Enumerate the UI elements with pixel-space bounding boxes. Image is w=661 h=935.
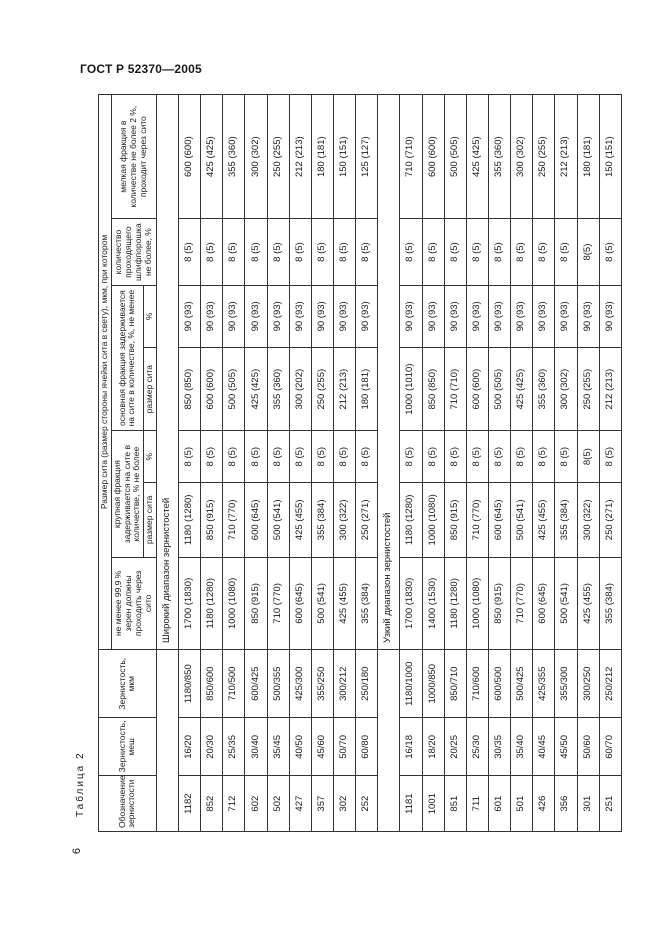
table-cell: 850 (915)	[245, 557, 267, 649]
table-cell: 500 (505)	[223, 347, 245, 431]
table-cell: 300/250	[577, 649, 599, 718]
table-cell: 250/180	[356, 649, 378, 718]
table-cell: 500/355	[267, 649, 289, 718]
table-row	[289, 95, 311, 832]
table-row	[577, 95, 599, 832]
table-cell: 90 (93)	[289, 285, 311, 347]
table-cell: 20/25	[444, 718, 466, 776]
table-cell: 90 (93)	[356, 285, 378, 347]
table-cell: 35/45	[267, 718, 289, 776]
table-cell: 425/300	[289, 649, 311, 718]
table-cell: 90 (93)	[333, 285, 355, 347]
col-header-main: основная фракция задерживается на сите в количестве, %, не менее	[111, 285, 143, 431]
table-cell: 8 (5)	[555, 431, 577, 482]
table-cell: 250 (255)	[267, 95, 289, 219]
table-cell: 250 (255)	[533, 95, 555, 219]
table-cell: 1000 (1080)	[466, 557, 488, 649]
table-cell: 1700 (1830)	[178, 557, 200, 649]
table-caption: Таблица 2	[75, 751, 86, 817]
table-cell: 8 (5)	[267, 219, 289, 285]
table-cell: 8 (5)	[201, 431, 223, 482]
table-cell: 710/500	[223, 649, 245, 718]
table-row	[311, 95, 333, 832]
table-cell: 425 (425)	[245, 347, 267, 431]
rotated-table-wrapper	[98, 94, 622, 832]
table-cell: 8 (5)	[488, 219, 510, 285]
table-cell: 712	[223, 776, 245, 832]
table-cell: 300 (322)	[333, 482, 355, 557]
table-cell: 8 (5)	[599, 431, 621, 482]
grit-sieve-table	[98, 94, 622, 832]
table-cell: 355 (360)	[533, 347, 555, 431]
table-cell: 500 (505)	[444, 95, 466, 219]
table-cell: 850 (915)	[201, 482, 223, 557]
section-title: Узкий диапазон зернистостей	[378, 95, 400, 650]
table-cell: 602	[245, 776, 267, 832]
table-cell: 90 (93)	[267, 285, 289, 347]
table-cell: 1180/1000	[400, 649, 422, 718]
table-cell: 1001	[422, 776, 444, 832]
table-row	[555, 95, 577, 832]
table-cell: 150 (151)	[599, 95, 621, 219]
table-cell: 8 (5)	[267, 431, 289, 482]
table-cell: 600 (600)	[422, 95, 444, 219]
table-cell: 30/35	[488, 718, 510, 776]
table-cell: 500/425	[511, 649, 533, 718]
table-cell: 357	[311, 776, 333, 832]
table-cell: 8 (5)	[599, 219, 621, 285]
table-cell: 1180 (1280)	[201, 557, 223, 649]
table-cell: 710 (710)	[400, 95, 422, 219]
table-cell: 1180 (1280)	[400, 482, 422, 557]
table-row	[356, 95, 378, 832]
page-number: 6	[71, 847, 84, 855]
col-header-sieve-group: Размер сита (размер стороны ячейки сита в свету), мкм, при котором	[99, 95, 112, 650]
table-cell: 355 (360)	[267, 347, 289, 431]
table-cell: 500 (541)	[555, 557, 577, 649]
table-cell: 18/20	[422, 718, 444, 776]
table-cell: 60/70	[599, 718, 621, 776]
table-cell: 252	[356, 776, 378, 832]
table-row	[444, 95, 466, 832]
table-cell: 90 (93)	[245, 285, 267, 347]
col-header-main-size: размер сита	[144, 347, 157, 431]
table-cell: 301	[577, 776, 599, 832]
section-row	[378, 95, 400, 832]
table-cell: 8 (5)	[488, 431, 510, 482]
col-header-pass-count: количество проходящего шлифпорошка не более, %	[111, 219, 156, 285]
table-row	[533, 95, 555, 832]
table-row	[511, 95, 533, 832]
table-cell: 302	[333, 776, 355, 832]
col-header-micron: Зернистость, мкм	[99, 649, 157, 718]
table-cell: 25/30	[466, 718, 488, 776]
table-cell: 8 (5)	[223, 219, 245, 285]
col-header-mesh: Зернистость, меш	[99, 718, 157, 776]
table-cell: 1181	[400, 776, 422, 832]
table-cell: 850 (915)	[488, 557, 510, 649]
table-cell: 90 (93)	[400, 285, 422, 347]
table-cell: 850 (850)	[422, 347, 444, 431]
table-row	[466, 95, 488, 832]
table-cell: 1000 (1080)	[223, 557, 245, 649]
table-cell: 90 (93)	[466, 285, 488, 347]
table-row	[422, 95, 444, 832]
table-cell: 90 (93)	[223, 285, 245, 347]
table-cell: 600/425	[245, 649, 267, 718]
table-cell: 8 (5)	[178, 219, 200, 285]
table-cell: 8 (5)	[444, 219, 466, 285]
section-title: Широкий диапазон зернистостей	[156, 95, 178, 650]
table-cell: 30/40	[245, 718, 267, 776]
table-cell: 710 (770)	[511, 557, 533, 649]
table-cell: 8 (5)	[356, 219, 378, 285]
table-cell: 355 (384)	[356, 557, 378, 649]
table-cell: 300 (302)	[511, 95, 533, 219]
table-cell: 90 (93)	[444, 285, 466, 347]
table-cell: 500 (541)	[267, 482, 289, 557]
table-cell: 850/710	[444, 649, 466, 718]
table-cell: 600 (600)	[466, 347, 488, 431]
table-cell: 90 (93)	[488, 285, 510, 347]
table-cell: 90 (93)	[311, 285, 333, 347]
section-row	[156, 95, 178, 832]
table-cell: 600 (645)	[488, 482, 510, 557]
table-cell: 90 (93)	[511, 285, 533, 347]
table-cell: 600/500	[488, 649, 510, 718]
table-cell: 8 (5)	[533, 431, 555, 482]
table-cell: 500 (505)	[488, 347, 510, 431]
table-cell: 250 (255)	[311, 347, 333, 431]
col-header-coarse: крупная фракция задерживается на сите в количестве, % не более	[111, 431, 143, 557]
table-cell: 212 (213)	[599, 347, 621, 431]
table-cell: 8 (5)	[289, 431, 311, 482]
table-cell: 502	[267, 776, 289, 832]
table-cell: 250 (255)	[577, 347, 599, 431]
table-cell: 710 (770)	[223, 482, 245, 557]
table-cell: 8(5)	[577, 431, 599, 482]
table-cell: 1000/850	[422, 649, 444, 718]
table-cell: 850 (850)	[178, 347, 200, 431]
table-cell: 25/35	[223, 718, 245, 776]
table-cell: 212 (213)	[333, 347, 355, 431]
table-cell: 1000 (1080)	[422, 482, 444, 557]
table-cell: 8 (5)	[422, 219, 444, 285]
table-cell: 8 (5)	[511, 431, 533, 482]
table-cell: 8 (5)	[245, 219, 267, 285]
section-spacer	[156, 649, 178, 831]
table-cell: 35/40	[511, 718, 533, 776]
table-cell: 425 (455)	[289, 482, 311, 557]
table-cell: 90 (93)	[533, 285, 555, 347]
table-cell: 8 (5)	[400, 431, 422, 482]
table-cell: 300 (302)	[555, 347, 577, 431]
table-cell: 20/30	[201, 718, 223, 776]
table-cell: 710 (770)	[466, 482, 488, 557]
table-cell: 8 (5)	[511, 219, 533, 285]
table-cell: 8 (5)	[533, 219, 555, 285]
table-cell: 40/50	[289, 718, 311, 776]
table-cell: 8 (5)	[311, 219, 333, 285]
table-row	[400, 95, 422, 832]
table-row	[178, 95, 200, 832]
table-row	[201, 95, 223, 832]
table-cell: 425/355	[533, 649, 555, 718]
col-header-main-percent: %	[144, 285, 157, 347]
table-cell: 425 (455)	[333, 557, 355, 649]
table-cell: 425 (425)	[511, 347, 533, 431]
table-cell: 425 (425)	[466, 95, 488, 219]
table-row	[488, 95, 510, 832]
table-cell: 90 (93)	[555, 285, 577, 347]
table-cell: 125 (127)	[356, 95, 378, 219]
table-row	[333, 95, 355, 832]
table-cell: 425 (455)	[577, 557, 599, 649]
table-cell: 8 (5)	[333, 219, 355, 285]
table-cell: 1700 (1830)	[400, 557, 422, 649]
table-cell: 355/300	[555, 649, 577, 718]
table-cell: 426	[533, 776, 555, 832]
table-cell: 250 (271)	[356, 482, 378, 557]
col-header-fine: мелкая фракция в количестве не более 2 %, проходит через сито	[111, 95, 156, 219]
table-cell: 1000 (1010)	[400, 347, 422, 431]
table-cell: 180 (181)	[311, 95, 333, 219]
table-row	[599, 95, 621, 832]
table-cell: 8 (5)	[245, 431, 267, 482]
table-body	[156, 95, 621, 832]
table-cell: 16/20	[178, 718, 200, 776]
table-cell: 8 (5)	[333, 431, 355, 482]
table-cell: 355 (384)	[311, 482, 333, 557]
table-cell: 251	[599, 776, 621, 832]
table-cell: 425 (455)	[533, 482, 555, 557]
table-cell: 8 (5)	[178, 431, 200, 482]
table-cell: 8 (5)	[223, 431, 245, 482]
table-cell: 8 (5)	[422, 431, 444, 482]
col-header-pass99: не менее 99,9 % зерен должны проходить через сито	[111, 557, 156, 649]
table-cell: 212 (213)	[289, 95, 311, 219]
table-cell: 8 (5)	[289, 219, 311, 285]
table-cell: 8 (5)	[356, 431, 378, 482]
table-cell: 50/60	[577, 718, 599, 776]
table-cell: 300 (202)	[289, 347, 311, 431]
col-header-coarse-percent: %	[144, 431, 157, 482]
table-cell: 60/80	[356, 718, 378, 776]
table-cell: 250 (271)	[599, 482, 621, 557]
col-header-coarse-size: размер сита	[144, 482, 157, 557]
table-cell: 355 (384)	[599, 557, 621, 649]
table-cell: 850 (915)	[444, 482, 466, 557]
table-cell: 355 (384)	[555, 482, 577, 557]
table-cell: 8 (5)	[466, 219, 488, 285]
table-cell: 425 (425)	[201, 95, 223, 219]
table-cell: 850/600	[201, 649, 223, 718]
table-cell: 601	[488, 776, 510, 832]
table-cell: 90 (93)	[577, 285, 599, 347]
table-row	[223, 95, 245, 832]
table-cell: 356	[555, 776, 577, 832]
table-cell: 45/60	[311, 718, 333, 776]
table-cell: 355 (360)	[488, 95, 510, 219]
table-cell: 1180/850	[178, 649, 200, 718]
table-cell: 501	[511, 776, 533, 832]
table-cell: 711	[466, 776, 488, 832]
table-cell: 250/212	[599, 649, 621, 718]
table-cell: 212 (213)	[555, 95, 577, 219]
table-cell: 710 (710)	[444, 347, 466, 431]
table-cell: 710/600	[466, 649, 488, 718]
col-header-designation: Обозначение зернистости	[99, 776, 157, 832]
table-cell: 851	[444, 776, 466, 832]
table-cell: 427	[289, 776, 311, 832]
table-row	[267, 95, 289, 832]
table-cell: 1182	[178, 776, 200, 832]
document-header: ГОСТ Р 52370—2005	[80, 62, 202, 76]
table-cell: 710 (770)	[267, 557, 289, 649]
table-cell: 90 (93)	[178, 285, 200, 347]
table-cell: 1180 (1280)	[444, 557, 466, 649]
table-cell: 180 (181)	[577, 95, 599, 219]
section-spacer	[378, 649, 400, 831]
table-cell: 40/45	[533, 718, 555, 776]
table-cell: 600 (600)	[178, 95, 200, 219]
table-row	[245, 95, 267, 832]
table-cell: 90 (93)	[599, 285, 621, 347]
table-cell: 600 (600)	[201, 347, 223, 431]
table-cell: 1180 (1280)	[178, 482, 200, 557]
table-cell: 300 (322)	[577, 482, 599, 557]
table-cell: 45/50	[555, 718, 577, 776]
table-cell: 16/18	[400, 718, 422, 776]
table-cell: 8 (5)	[444, 431, 466, 482]
table-cell: 8 (5)	[400, 219, 422, 285]
table-cell: 8(5)	[577, 219, 599, 285]
table-cell: 300 (302)	[245, 95, 267, 219]
table-cell: 90 (93)	[422, 285, 444, 347]
table-cell: 500 (541)	[311, 557, 333, 649]
table-cell: 500 (541)	[511, 482, 533, 557]
table-cell: 8 (5)	[466, 431, 488, 482]
table-cell: 8 (5)	[555, 219, 577, 285]
table-cell: 600 (645)	[533, 557, 555, 649]
table-cell: 600 (645)	[289, 557, 311, 649]
table-cell: 300/212	[333, 649, 355, 718]
table-cell: 50/70	[333, 718, 355, 776]
table-cell: 355/250	[311, 649, 333, 718]
table-cell: 150 (151)	[333, 95, 355, 219]
table-cell: 1400 (1530)	[422, 557, 444, 649]
table-cell: 600 (645)	[245, 482, 267, 557]
table-cell: 852	[201, 776, 223, 832]
table-cell: 8 (5)	[311, 431, 333, 482]
table-cell: 180 (181)	[356, 347, 378, 431]
table-cell: 355 (360)	[223, 95, 245, 219]
table-cell: 8 (5)	[201, 219, 223, 285]
table-cell: 90 (93)	[201, 285, 223, 347]
